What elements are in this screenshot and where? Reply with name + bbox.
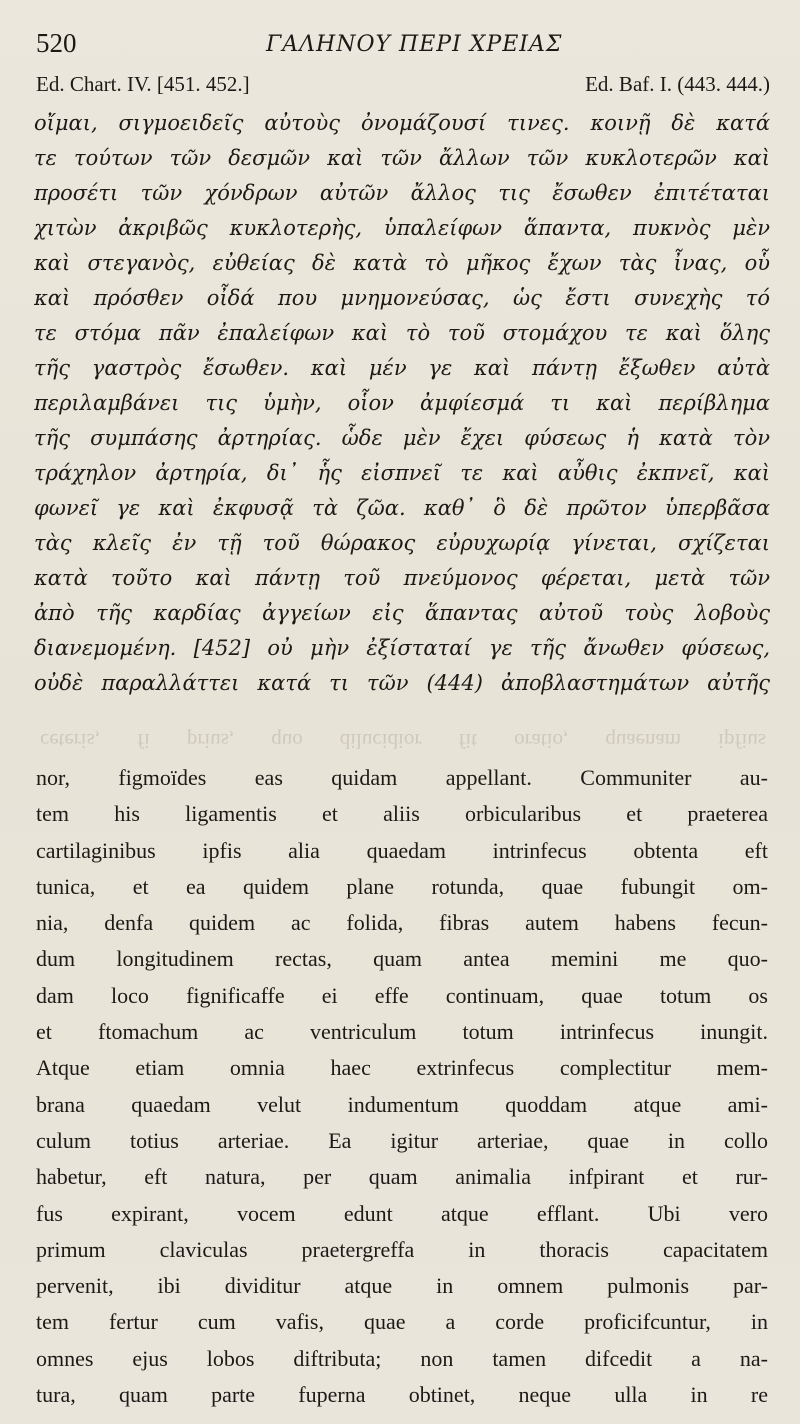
- greek-line: χιτὼν ἀκριβῶς κυκλοτερὴς, ὑπαλείφων ἅπαντα, πυκνὸς μὲν: [34, 216, 770, 240]
- latin-line: et ftomachum ac ventriculum totum intrinfecus inungit.: [36, 1019, 768, 1045]
- latin-line: nor, figmoïdes eas quidam appellant. Communiter au-: [36, 765, 768, 790]
- latin-line: fus expirant, vocem edunt atque efflant. Ubi vero: [36, 1200, 768, 1226]
- greek-line: καὶ πρόσθεν οἶδά που μνημονεύσας, ὡς ἔστι συνεχὴς τό: [34, 286, 770, 310]
- greek-line: διανεμομένη. [452] οὐ μὴν ἐξίσταταί γε τῆς ἄνωθεν φύσεως,: [34, 636, 770, 660]
- latin-line: dam loco fignificaffe ei effe continuam, quae totum os: [36, 982, 768, 1008]
- latin-line: dum longitudinem rectas, quam antea memini me quo-: [36, 946, 768, 972]
- greek-line: τε στόμα πᾶν ἐπαλείφων καὶ τὸ τοῦ στομάχου τε καὶ ὅλης: [34, 321, 770, 345]
- greek-line: κατὰ τοῦτο καὶ πάντῃ τοῦ πνεύμονος φέρεται, μετὰ τῶν: [34, 566, 770, 590]
- page-header: [36, 28, 764, 64]
- edition-chartier: Ed. Chart. IV. [451. 452.]: [36, 72, 250, 96]
- edition-references: [36, 72, 770, 102]
- edition-basel: Ed. Baf. I. (443. 444.): [585, 72, 770, 96]
- show-through-text: ceteris, fi prius, quo dilucidior fit oratio, quaenam ipfius: [40, 729, 766, 753]
- greek-line: ἀπὸ τῆς καρδίας ἀγγείων εἰς ἅπαντας αὐτοῦ τοὺς λοβοὺς: [34, 601, 770, 625]
- greek-line: οἴμαι, σιγμοειδεῖς αὐτοὺς ὀνομάζουσί τινες. κοινῇ δὲ κατά: [34, 111, 770, 135]
- latin-line: tunica, et ea quidem plane rotunda, quae fubungit om-: [36, 873, 768, 899]
- greek-line: οὐδὲ παραλλάττει κατά τι τῶν (444) ἀποβλαστημάτων αὐτῆς: [34, 671, 770, 695]
- page-number: 520: [36, 28, 77, 58]
- greek-line: τὰς κλεῖς ἐν τῇ τοῦ θώρακος εὐρυχωρίᾳ γίνεται, σχίζεται: [34, 531, 770, 555]
- greek-line: προσέτι τῶν χόνδρων αὐτῶν ἄλλος τις ἔσωθεν ἐπιτέταται: [34, 181, 770, 205]
- latin-line: habetur, eft natura, per quam animalia infpirant et rur-: [36, 1164, 768, 1190]
- greek-line: φωνεῖ γε καὶ ἐκφυσᾷ τὰ ζῶα. καθ᾽ ὃ δὲ πρῶτον ὑπερβᾶσα: [34, 496, 770, 520]
- greek-line: καὶ στεγανὸς, εὐθείας δὲ κατὰ τὸ μῆκος ἔχων τὰς ἶνας, οὗ: [34, 251, 770, 275]
- greek-line: τράχηλον ἀρτηρία, δι᾽ ἧς εἰσπνεῖ τε καὶ αὖθις ἐκπνεῖ, καὶ: [34, 461, 770, 485]
- greek-line: τῆς συμπάσης ἀρτηρίας. ὧδε μὲν ἔχει φύσεως ἡ κατὰ τὸν: [34, 426, 770, 450]
- latin-line: cartilaginibus ipfis alia quaedam intrinfecus obtenta eft: [36, 837, 768, 863]
- latin-line: tura, quam parte fuperna obtinet, neque ulla in re: [36, 1382, 768, 1408]
- latin-line: brana quaedam velut indumentum quoddam atque ami-: [36, 1091, 768, 1117]
- latin-line: culum totius arteriae. Ea igitur arteriae, quae in collo: [36, 1127, 768, 1153]
- greek-text-block: [34, 106, 770, 701]
- latin-line: tem his ligamentis et aliis orbicularibus et praeterea: [36, 801, 768, 827]
- latin-line: primum claviculas praetergreffa in thoracis capacitatem: [36, 1236, 768, 1262]
- latin-line: pervenit, ibi dividitur atque in omnem pulmonis par-: [36, 1273, 768, 1299]
- running-title: ΓΑΛΗΝΟΥ ΠΕΡΙ ΧΡΕΙΑΣ: [266, 32, 563, 57]
- latin-line: nia, denfa quidem ac folida, fibras autem habens fecun-: [36, 910, 768, 936]
- greek-line: τῆς γαστρὸς ἔσωθεν. καὶ μέν γε καὶ πάντῃ ἔξωθεν αὐτὰ: [34, 356, 770, 380]
- latin-line: tem fertur cum vafis, quae a corde proficifcuntur, in: [36, 1309, 768, 1335]
- latin-text-block: [36, 760, 768, 1413]
- greek-line: τε τούτων τῶν δεσμῶν καὶ τῶν ἄλλων τῶν κυκλοτερῶν καὶ: [34, 146, 770, 170]
- greek-line: περιλαμβάνει τις ὑμὴν, οἷον ἀμφίεσμά τι καὶ περίβλημα: [34, 391, 770, 415]
- latin-line: omnes ejus lobos diftributa; non tamen difcedit a na-: [36, 1345, 768, 1371]
- latin-line: Atque etiam omnia haec extrinfecus complectitur mem-: [36, 1055, 768, 1081]
